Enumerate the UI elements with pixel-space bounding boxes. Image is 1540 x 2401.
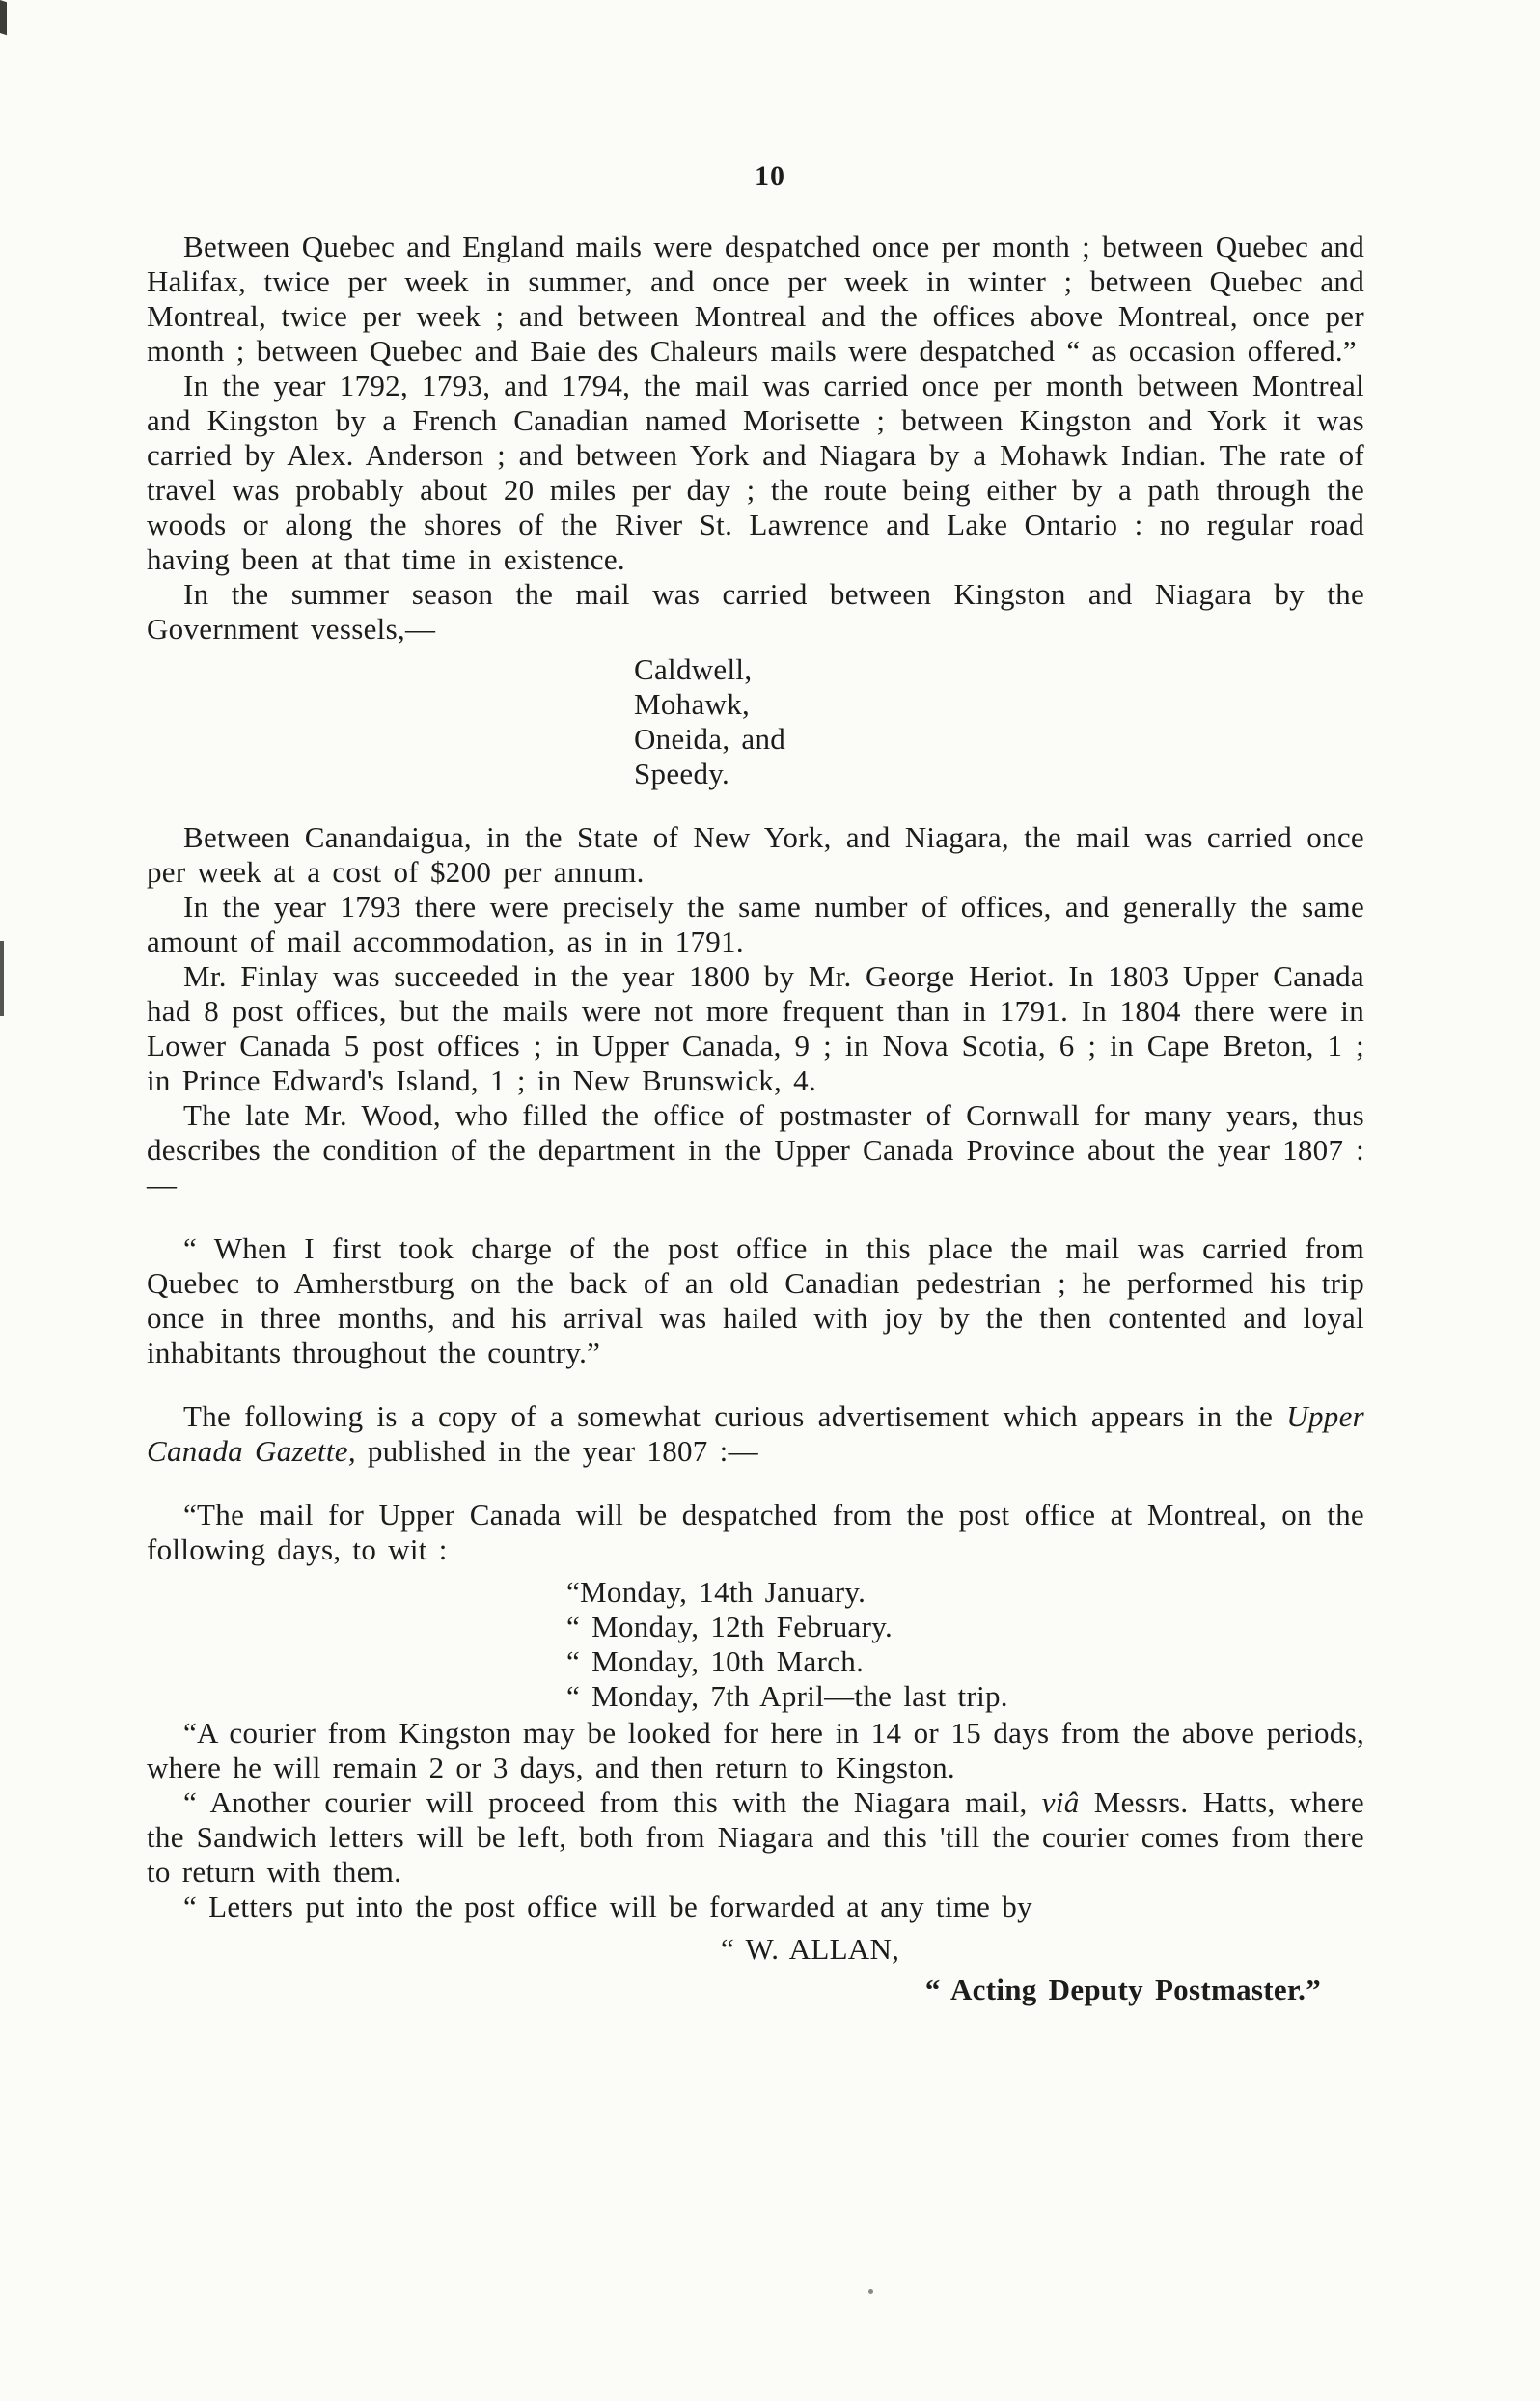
despatch-date: “ Monday, 12th February. — [566, 1610, 894, 1643]
scan-artifact-left-edge — [0, 941, 4, 1016]
vessel-name: Speedy. — [634, 757, 730, 790]
paragraph-mail-despatch-notice: “The mail for Upper Canada will be despatched from the post office at Montreal, on the following days, to wit : — [147, 1498, 1364, 1566]
vessel-name: Oneida, and — [634, 722, 786, 756]
paragraph-year-1793: In the year 1793 there were precisely the same number of offices, and generally the same amount of mail accommodation, as in in 1791. — [147, 890, 1364, 958]
paragraph-summer-vessels: In the summer season the mail was carried between Kingston and Niagara by the Government vessels,— — [147, 577, 1364, 646]
paragraph-mail-schedules: Between Quebec and England mails were despatched once per month ; between Quebec and Halifax, twice per week in summer, and once per week in winter ; between Quebec and Montreal, twice per week ; and between Montreal and the offices above Montreal, once per month ; between Quebec and Baie des Chaleurs mails were despatched “ as occasion offered.” — [147, 230, 1364, 368]
paragraph-text: The following is a copy of a somewhat curious advertisement which appears in the — [183, 1399, 1287, 1433]
signature-name: “ W. ALLAN, — [721, 1932, 900, 1966]
paragraph-text: published in the year 1807 :— — [355, 1434, 758, 1468]
paragraph-letters-forwarded: “ Letters put into the post office will be forwarded at any time by — [183, 1890, 1032, 1923]
scan-artifact-top-left — [0, 0, 7, 35]
scan-speck — [868, 2289, 873, 2294]
paragraph-finlay-heriot: Mr. Finlay was succeeded in the year 1800 by Mr. George Heriot. In 1803 Upper Canada had 8 post offices, but the mails were not more frequent than in 1791. In 1804 there were in Lower Canada 5 post offices ; in Upper Canada, 9 ; in Nova Scotia, 6 ; in Cape Breton, 1 ; in Prince Edward's Island, 1 ; in New Brunswick, 4. — [147, 959, 1364, 1097]
despatch-date: “Monday, 14th January. — [566, 1575, 866, 1609]
paragraph-mr-wood: The late Mr. Wood, who filled the office of postmaster of Cornwall for many years, thus describes the condition of the department in the Upper Canada Province about the year 1807 :— — [147, 1098, 1364, 1201]
signature-title: “ Acting Deputy Postmaster.” — [924, 1973, 1321, 2006]
vessel-list — [634, 652, 1364, 791]
paragraph-canandaigua: Between Canandaigua, in the State of New York, and Niagara, the mail was carried once per week at a cost of $200 per annum. — [147, 820, 1364, 889]
page-number: 10 — [755, 160, 785, 192]
despatch-date: “ Monday, 7th April—the last trip. — [566, 1679, 1008, 1713]
vessel-name: Caldwell, — [634, 652, 753, 686]
paragraph-niagara-courier — [147, 1785, 1364, 1890]
italic-via: viâ — [1041, 1785, 1080, 1819]
despatch-date: “ Monday, 10th March. — [566, 1644, 865, 1678]
paragraph-text: Messrs. Hatts, where the Sandwich letters will be left, both from Niagara and this 'till the courier comes from there to return with them. — [147, 1785, 1364, 1889]
page-text-block — [147, 230, 1364, 2007]
paragraph-mail-carriers-1792: In the year 1792, 1793, and 1794, the mail was carried once per month between Montreal and Kingston by a French Canadian named Morisette ; between Kingston and York it was carried by Alex. Anderson ; and between York and Niagara by a Mohawk Indian. The rate of travel was probably about 20 miles per day ; the route being either by a path through the woods or along the shores of the River St. Lawrence and Lake Ontario : no regular road having been at that time in existence. — [147, 369, 1364, 576]
paragraph-advertisement-intro — [147, 1399, 1364, 1469]
vessel-name: Mohawk, — [634, 687, 751, 721]
paragraph-text: “ Another courier will proceed from this with the Niagara mail, — [183, 1785, 1042, 1819]
despatch-date-list — [566, 1575, 1364, 1714]
paragraph-kingston-courier: “A courier from Kingston may be looked for here in 14 or 15 days from the above periods, where he will remain 2 or 3 days, and then return to Kingston. — [147, 1716, 1364, 1784]
paragraph-wood-quote: “ When I first took charge of the post office in this place the mail was carried from Quebec to Amherstburg on the back of an old Canadian pedestrian ; he performed his trip once in three months, and his arrival was hailed with joy by the then contented and loyal inhabitants throughout the country.” — [147, 1231, 1364, 1369]
italic-publication-title: Upper Canada Gazette, — [147, 1399, 1364, 1468]
